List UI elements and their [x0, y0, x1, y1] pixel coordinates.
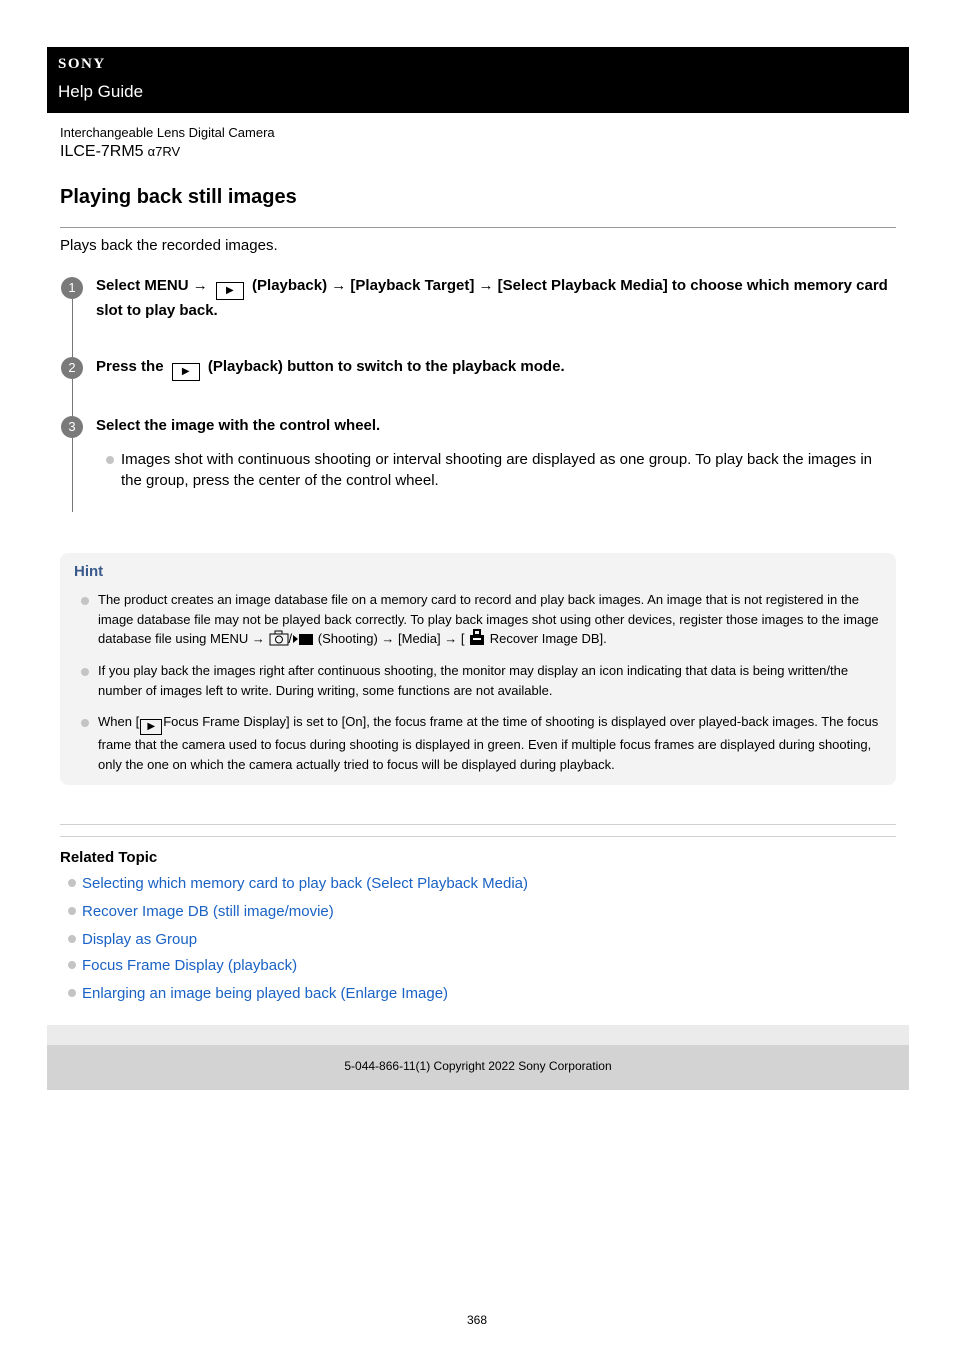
product-category: Interchangeable Lens Digital Camera: [60, 125, 275, 140]
step-1-pre: Select MENU →: [96, 277, 208, 294]
related-link-item: [68, 931, 197, 948]
step-1-post: (Playback) → [Playback Target] → [Select Playback Media] to choose which memory card slot to play back.: [96, 277, 888, 319]
playback-icon: ▶: [140, 719, 162, 735]
header-title: Help Guide: [58, 82, 144, 101]
copyright-text: 5-044-866-11(1) Copyright 2022 Sony Corporation: [344, 1059, 612, 1073]
hint-2-text: If you play back the images right after continuous shooting, the monitor may display an icon indicating that data is being written/the number of images left to write. During writing, some functions are not available.: [98, 663, 849, 698]
step-2-text: [96, 356, 892, 381]
sony-logo: SONY: [58, 56, 106, 72]
hint-item-2: [81, 661, 881, 700]
related-link-item: [68, 957, 297, 974]
hint-title: Hint: [74, 563, 104, 580]
step-2-post: (Playback) button to switch to the playback mode.: [207, 358, 565, 375]
step-1-text: [96, 275, 892, 322]
related-link-item: [68, 875, 528, 892]
page-title: Playing back still images: [60, 186, 297, 208]
playback-icon: ▶: [216, 282, 244, 300]
step-number-1: 1: [61, 277, 83, 299]
hint-1-pre: The product creates an image database file on a memory card to record and play back images. An image that is not registered in the image database file may not be played back correctly. To play back images shot using other devices, register those images to the image database file using MENU →: [98, 592, 879, 646]
bullet-icon: [81, 719, 89, 727]
section-divider: [60, 824, 896, 825]
hint-item-1: The product creates an image database file on a memory card to record and play back images. An image that is not registered in the image database file may not be played back correctly. To play back images shot using other devices, register those images to the image database file using MENU → / (Shooting) → [Media] → [ Recover Image DB].: [81, 590, 881, 649]
related-link[interactable]: Enlarging an image being played back (Enlarge Image): [82, 985, 449, 1002]
movie-camera-icon: [292, 632, 314, 646]
model-alpha: α7RV: [147, 144, 181, 159]
footer: [47, 1045, 909, 1090]
hint-3-post: Focus Frame Display] is set to [On], the focus frame at the time of shooting is displayed over played-back images. The focus frame that the camera used to focus during shooting is displayed in green. Even if multiple focus frames are displayed during shooting, only the one on which the camera actually tried to focus will be displayed during playback.: [98, 714, 879, 772]
bullet-icon: [68, 907, 76, 915]
hint-1-mid: (Shooting) → [Media] → [: [317, 631, 465, 646]
hint-item-3: [81, 712, 881, 774]
hint-3-pre: When [: [98, 714, 140, 729]
step-3-note-text: Images shot with continuous shooting or interval shooting are displayed as one group. To play back the images in the group, press the center of the control wheel.: [121, 451, 873, 489]
product-model: [60, 143, 180, 161]
step-number-3: 3: [61, 416, 83, 438]
hint-box: [60, 553, 896, 785]
still-camera-icon: [269, 630, 289, 646]
bullet-icon: [106, 456, 114, 464]
bullet-icon: [68, 989, 76, 997]
page-number: 368: [466, 1313, 488, 1327]
site-header: [47, 47, 909, 113]
related-link[interactable]: Focus Frame Display (playback): [82, 957, 298, 974]
footer-band: [47, 1025, 909, 1045]
related-link[interactable]: Display as Group: [82, 931, 198, 948]
steps-connector-line: [72, 288, 73, 512]
related-link[interactable]: Selecting which memory card to play back (Select Playback Media): [82, 875, 529, 892]
title-divider: [60, 227, 896, 228]
step-number-2: 2: [61, 357, 83, 379]
step-3-note: [106, 449, 892, 491]
step-2-pre: Press the: [96, 358, 164, 375]
bullet-icon: [68, 935, 76, 943]
hint-1-post: Recover Image DB].: [489, 631, 607, 646]
bullet-icon: [68, 961, 76, 969]
bullet-icon: [81, 668, 89, 676]
page-intro: Plays back the recorded images.: [60, 237, 278, 254]
playback-icon: ▶: [172, 363, 200, 381]
section-divider: [60, 836, 896, 837]
related-link-item: [68, 903, 334, 920]
bullet-icon: [68, 879, 76, 887]
step-3-text: Select the image with the control wheel.: [96, 417, 381, 434]
model-number: ILCE-7RM5: [60, 143, 144, 160]
setup-icon: [468, 629, 486, 646]
related-link-item: [68, 985, 448, 1002]
related-topic-title: Related Topic: [60, 849, 158, 866]
related-link[interactable]: Recover Image DB (still image/movie): [82, 903, 334, 920]
bullet-icon: [81, 597, 89, 605]
